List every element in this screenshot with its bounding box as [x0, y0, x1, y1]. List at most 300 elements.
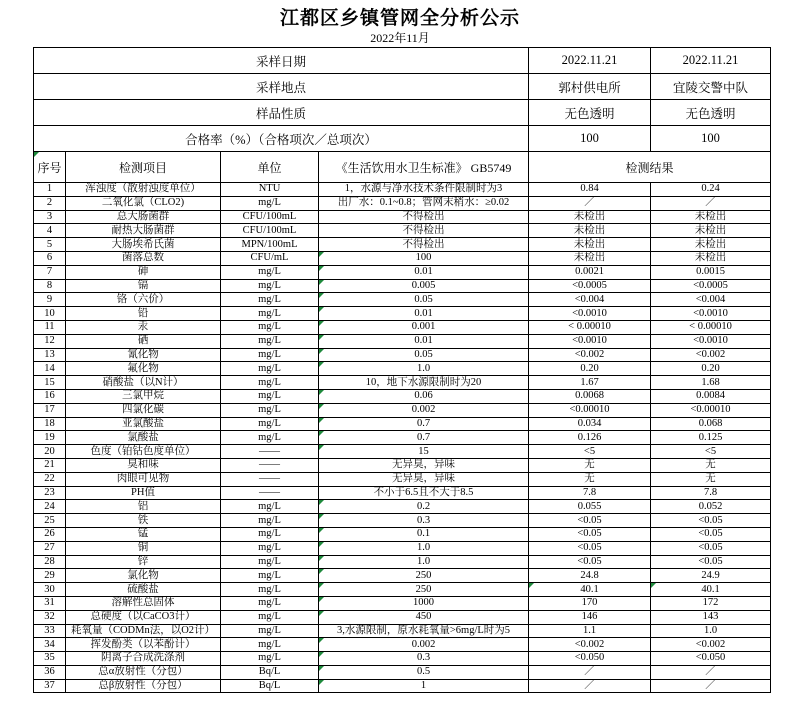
- cell-no: 3: [34, 210, 66, 224]
- meta-value-1: 无色透明: [529, 100, 651, 126]
- excel-flag-icon: [319, 556, 324, 561]
- cell-result-2: 无: [651, 472, 771, 486]
- cell-no: 15: [34, 376, 66, 390]
- excel-flag-icon: [529, 583, 534, 588]
- cell-item: 锰: [66, 527, 221, 541]
- cell-unit: mg/L: [221, 569, 319, 583]
- cell-no: 21: [34, 458, 66, 472]
- cell-result-2: ／: [651, 679, 771, 693]
- meta-label: 样品性质: [34, 100, 529, 126]
- cell-no: 30: [34, 583, 66, 597]
- cell-unit: mg/L: [221, 307, 319, 321]
- cell-standard: 1.0: [319, 555, 529, 569]
- cell-result-2: 无: [651, 458, 771, 472]
- cell-item: 砷: [66, 265, 221, 279]
- excel-flag-icon: [319, 514, 324, 519]
- cell-standard: 0.05: [319, 348, 529, 362]
- cell-no: 26: [34, 527, 66, 541]
- cell-result-1: <0.00010: [529, 403, 651, 417]
- meta-value-1: 2022.11.21: [529, 48, 651, 74]
- cell-no: 4: [34, 224, 66, 238]
- cell-item: 三氯甲烷: [66, 389, 221, 403]
- cell-unit: NTU: [221, 183, 319, 197]
- cell-item: 肉眼可见物: [66, 472, 221, 486]
- table-row: [34, 431, 771, 445]
- cell-result-1: 7.8: [529, 486, 651, 500]
- cell-unit: mg/L: [221, 293, 319, 307]
- cell-result-1: 24.8: [529, 569, 651, 583]
- table-row: [34, 514, 771, 528]
- meta-label: 采样地点: [34, 74, 529, 100]
- cell-unit: mg/L: [221, 389, 319, 403]
- cell-unit: mg/L: [221, 555, 319, 569]
- page-subtitle: 2022年11月: [370, 31, 430, 45]
- cell-standard: 出厂水：0.1~0.8；管网末稍水：≥0.02: [319, 196, 529, 210]
- page-title: 江都区乡镇管网全分析公示: [279, 8, 520, 29]
- cell-standard: 1000: [319, 596, 529, 610]
- cell-result-1: 0.20: [529, 362, 651, 376]
- cell-result-1: 未检出: [529, 210, 651, 224]
- table-row: [34, 527, 771, 541]
- cell-unit: mg/L: [221, 527, 319, 541]
- cell-unit: mg/L: [221, 431, 319, 445]
- cell-result-1: <0.004: [529, 293, 651, 307]
- cell-no: 14: [34, 362, 66, 376]
- cell-result-1: 1.1: [529, 624, 651, 638]
- cell-unit: mg/L: [221, 541, 319, 555]
- cell-no: 2: [34, 196, 66, 210]
- cell-no: 7: [34, 265, 66, 279]
- cell-standard: 无异臭，异味: [319, 458, 529, 472]
- meta-value-2: 宜陵交警中队: [651, 74, 771, 100]
- cell-standard: 0.1: [319, 527, 529, 541]
- cell-unit: mg/L: [221, 514, 319, 528]
- cell-no: 32: [34, 610, 66, 624]
- cell-item: 耐热大肠菌群: [66, 224, 221, 238]
- excel-flag-icon: [319, 431, 324, 436]
- cell-unit: mg/L: [221, 610, 319, 624]
- table-row: [34, 417, 771, 431]
- table-row: [34, 458, 771, 472]
- cell-result-1: <0.0010: [529, 334, 651, 348]
- cell-result-2: ／: [651, 665, 771, 679]
- meta-row-pass-rate: [34, 126, 771, 152]
- table-row: [34, 251, 771, 265]
- cell-standard: 0.01: [319, 307, 529, 321]
- excel-flag-icon: [319, 500, 324, 505]
- meta-row-sampling-date: [34, 48, 771, 74]
- cell-standard: 不得检出: [319, 238, 529, 252]
- cell-item: 铅: [66, 307, 221, 321]
- meta-value-2: 100: [651, 126, 771, 152]
- cell-no: 28: [34, 555, 66, 569]
- cell-item: 总β放射性（分包）: [66, 679, 221, 693]
- excel-flag-icon: [319, 252, 324, 257]
- cell-standard: 0.01: [319, 265, 529, 279]
- cell-result-1: <0.002: [529, 638, 651, 652]
- cell-no: 24: [34, 500, 66, 514]
- table-row: [34, 500, 771, 514]
- meta-value-1: 郭村供电所: [529, 74, 651, 100]
- table-row: [34, 652, 771, 666]
- table-row: [34, 362, 771, 376]
- cell-item: PH值: [66, 486, 221, 500]
- cell-item: 氯酸盐: [66, 431, 221, 445]
- cell-no: 16: [34, 389, 66, 403]
- table-row: [34, 679, 771, 693]
- cell-unit: mg/L: [221, 334, 319, 348]
- cell-unit: mg/L: [221, 596, 319, 610]
- excel-flag-icon: [319, 404, 324, 409]
- cell-result-2: 未检出: [651, 238, 771, 252]
- cell-item: 四氯化碳: [66, 403, 221, 417]
- cell-no: 36: [34, 665, 66, 679]
- cell-result-1: <0.05: [529, 527, 651, 541]
- cell-item: 耗氧量（CODMn法，以O2计）: [66, 624, 221, 638]
- cell-item: 菌落总数: [66, 251, 221, 265]
- excel-flag-icon: [319, 349, 324, 354]
- cell-standard: 0.3: [319, 514, 529, 528]
- cell-item: 氟化物: [66, 362, 221, 376]
- cell-result-2: <0.05: [651, 541, 771, 555]
- cell-standard: 1.0: [319, 362, 529, 376]
- cell-no: 5: [34, 238, 66, 252]
- excel-flag-icon: [319, 266, 324, 271]
- cell-result-1: <0.050: [529, 652, 651, 666]
- table-row: [34, 376, 771, 390]
- cell-no: 29: [34, 569, 66, 583]
- cell-item: 总硬度（以CaCO3计）: [66, 610, 221, 624]
- cell-result-1: 未检出: [529, 238, 651, 252]
- table-row: [34, 445, 771, 459]
- table-row: [34, 183, 771, 197]
- table-row: [34, 196, 771, 210]
- cell-result-1: < 0.00010: [529, 320, 651, 334]
- cell-standard: 1.0: [319, 541, 529, 555]
- cell-no: 37: [34, 679, 66, 693]
- cell-result-1: 40.1: [529, 583, 651, 597]
- cell-item: 浑浊度（散射浊度单位）: [66, 183, 221, 197]
- cell-item: 溶解性总固体: [66, 596, 221, 610]
- cell-item: 阴离子合成洗涤剂: [66, 652, 221, 666]
- report-table: [33, 47, 771, 693]
- cell-standard: 100: [319, 251, 529, 265]
- excel-flag-icon: [319, 362, 324, 367]
- cell-result-2: 143: [651, 610, 771, 624]
- table-row: [34, 555, 771, 569]
- cell-standard: 0.001: [319, 320, 529, 334]
- cell-unit: mg/L: [221, 417, 319, 431]
- cell-result-1: 170: [529, 596, 651, 610]
- cell-unit: mg/L: [221, 362, 319, 376]
- col-header-no: 序号: [34, 152, 66, 183]
- excel-flag-icon: [319, 666, 324, 671]
- cell-item: 臭和味: [66, 458, 221, 472]
- cell-standard: 250: [319, 583, 529, 597]
- cell-unit: Bq/L: [221, 679, 319, 693]
- cell-result-2: <0.0010: [651, 334, 771, 348]
- meta-row-sampling-location: [34, 74, 771, 100]
- meta-label: 合格率（%）（合格项次／总项次）: [34, 126, 529, 152]
- cell-result-1: 0.055: [529, 500, 651, 514]
- cell-result-2: <0.050: [651, 652, 771, 666]
- cell-result-2: <0.05: [651, 555, 771, 569]
- cell-result-2: 24.9: [651, 569, 771, 583]
- cell-result-2: 172: [651, 596, 771, 610]
- cell-result-2: 0.068: [651, 417, 771, 431]
- cell-result-1: 无: [529, 458, 651, 472]
- cell-result-2: <5: [651, 445, 771, 459]
- cell-result-1: <0.0010: [529, 307, 651, 321]
- table-row: [34, 665, 771, 679]
- excel-flag-icon: [319, 390, 324, 395]
- cell-result-1: <0.05: [529, 514, 651, 528]
- cell-unit: CFU/100mL: [221, 210, 319, 224]
- cell-result-2: <0.0010: [651, 307, 771, 321]
- table-row: [34, 403, 771, 417]
- excel-flag-icon: [319, 321, 324, 326]
- cell-standard: 450: [319, 610, 529, 624]
- cell-result-2: <0.05: [651, 527, 771, 541]
- cell-item: 硝酸盐（以N计）: [66, 376, 221, 390]
- col-header-unit: 单位: [221, 152, 319, 183]
- cell-item: 总α放射性（分包）: [66, 665, 221, 679]
- cell-standard: 不小于6.5且不大于8.5: [319, 486, 529, 500]
- cell-standard: 1: [319, 679, 529, 693]
- cell-standard: 不得检出: [319, 224, 529, 238]
- cell-result-2: <0.00010: [651, 403, 771, 417]
- cell-unit: CFU/mL: [221, 251, 319, 265]
- excel-flag-icon: [319, 293, 324, 298]
- excel-flag-icon: [319, 335, 324, 340]
- cell-unit: Bq/L: [221, 665, 319, 679]
- cell-result-1: 146: [529, 610, 651, 624]
- table-row: [34, 610, 771, 624]
- cell-item: 亚氯酸盐: [66, 417, 221, 431]
- cell-unit: mg/L: [221, 652, 319, 666]
- cell-result-2: 0.0084: [651, 389, 771, 403]
- cell-item: 铁: [66, 514, 221, 528]
- cell-item: 锌: [66, 555, 221, 569]
- table-row: [34, 307, 771, 321]
- cell-result-1: <0.0005: [529, 279, 651, 293]
- cell-no: 18: [34, 417, 66, 431]
- cell-standard: 0.3: [319, 652, 529, 666]
- cell-no: 6: [34, 251, 66, 265]
- cell-result-1: ／: [529, 679, 651, 693]
- cell-result-1: <0.05: [529, 555, 651, 569]
- cell-standard: 3,水源限制，原水耗氧量>6mg/L时为5: [319, 624, 529, 638]
- excel-flag-icon: [319, 652, 324, 657]
- cell-result-2: 未检出: [651, 210, 771, 224]
- excel-flag-icon: [319, 307, 324, 312]
- table-row: [34, 569, 771, 583]
- table-row: [34, 541, 771, 555]
- col-header-item: 检测项目: [66, 152, 221, 183]
- cell-standard: 15: [319, 445, 529, 459]
- cell-no: 27: [34, 541, 66, 555]
- cell-standard: 0.002: [319, 403, 529, 417]
- cell-item: 大肠埃希氏菌: [66, 238, 221, 252]
- excel-flag-icon: [651, 583, 656, 588]
- cell-standard: 250: [319, 569, 529, 583]
- cell-result-2: 40.1: [651, 583, 771, 597]
- cell-result-1: 未检出: [529, 224, 651, 238]
- cell-standard: 0.7: [319, 417, 529, 431]
- cell-item: 硒: [66, 334, 221, 348]
- excel-flag-icon: [319, 611, 324, 616]
- excel-flag-icon: [319, 542, 324, 547]
- excel-flag-icon: [319, 583, 324, 588]
- table-row: [34, 389, 771, 403]
- cell-result-2: 1.68: [651, 376, 771, 390]
- excel-flag-icon: [319, 597, 324, 602]
- cell-item: 汞: [66, 320, 221, 334]
- column-header-row: [34, 152, 771, 183]
- table-body: [34, 183, 771, 693]
- cell-result-1: 未检出: [529, 251, 651, 265]
- cell-standard: 0.5: [319, 665, 529, 679]
- table-row: [34, 320, 771, 334]
- excel-flag-icon: [319, 680, 324, 685]
- cell-no: 8: [34, 279, 66, 293]
- meta-value-1: 100: [529, 126, 651, 152]
- cell-no: 17: [34, 403, 66, 417]
- cell-no: 9: [34, 293, 66, 307]
- cell-standard: 0.05: [319, 293, 529, 307]
- cell-unit: mg/L: [221, 279, 319, 293]
- cell-result-2: 0.20: [651, 362, 771, 376]
- cell-standard: 10，地下水源限制时为20: [319, 376, 529, 390]
- cell-unit: mg/L: [221, 320, 319, 334]
- meta-value-2: 无色透明: [651, 100, 771, 126]
- excel-flag-icon: [319, 418, 324, 423]
- cell-result-2: 0.24: [651, 183, 771, 197]
- cell-result-2: 0.052: [651, 500, 771, 514]
- excel-flag-icon: [319, 638, 324, 643]
- cell-no: 11: [34, 320, 66, 334]
- table-row: [34, 472, 771, 486]
- cell-no: 31: [34, 596, 66, 610]
- cell-unit: mg/L: [221, 348, 319, 362]
- cell-no: 34: [34, 638, 66, 652]
- table-row: [34, 624, 771, 638]
- excel-flag-icon: [319, 280, 324, 285]
- cell-result-1: 0.84: [529, 183, 651, 197]
- table-row: [34, 210, 771, 224]
- table-row: [34, 293, 771, 307]
- cell-no: 35: [34, 652, 66, 666]
- cell-result-1: <0.002: [529, 348, 651, 362]
- cell-standard: 0.01: [319, 334, 529, 348]
- cell-result-2: <0.004: [651, 293, 771, 307]
- cell-unit: mg/L: [221, 624, 319, 638]
- cell-result-2: <0.0005: [651, 279, 771, 293]
- cell-item: 铝: [66, 500, 221, 514]
- cell-result-2: 未检出: [651, 251, 771, 265]
- cell-unit: mg/L: [221, 376, 319, 390]
- cell-result-2: <0.05: [651, 514, 771, 528]
- cell-result-1: 1.67: [529, 376, 651, 390]
- cell-item: 氰化物: [66, 348, 221, 362]
- cell-no: 23: [34, 486, 66, 500]
- cell-no: 13: [34, 348, 66, 362]
- meta-value-2: 2022.11.21: [651, 48, 771, 74]
- cell-standard: 无异臭，异味: [319, 472, 529, 486]
- cell-no: 19: [34, 431, 66, 445]
- cell-result-1: <0.05: [529, 541, 651, 555]
- table-row: [34, 583, 771, 597]
- meta-label: 采样日期: [34, 48, 529, 74]
- cell-result-2: <0.002: [651, 638, 771, 652]
- excel-flag-icon: [34, 152, 39, 157]
- table-row: [34, 638, 771, 652]
- col-header-standard: 《生活饮用水卫生标准》 GB5749: [319, 152, 529, 183]
- cell-item: 镉: [66, 279, 221, 293]
- cell-unit: ——: [221, 458, 319, 472]
- excel-flag-icon: [319, 528, 324, 533]
- cell-unit: mg/L: [221, 265, 319, 279]
- cell-result-1: 0.034: [529, 417, 651, 431]
- cell-result-1: ／: [529, 196, 651, 210]
- cell-no: 33: [34, 624, 66, 638]
- cell-result-1: 0.0021: [529, 265, 651, 279]
- cell-item: 铬（六价）: [66, 293, 221, 307]
- cell-standard: 0.06: [319, 389, 529, 403]
- cell-standard: 0.005: [319, 279, 529, 293]
- cell-no: 25: [34, 514, 66, 528]
- cell-result-2: < 0.00010: [651, 320, 771, 334]
- cell-unit: CFU/100mL: [221, 224, 319, 238]
- cell-unit: MPN/100mL: [221, 238, 319, 252]
- table-row: [34, 596, 771, 610]
- cell-item: 铜: [66, 541, 221, 555]
- cell-unit: mg/L: [221, 500, 319, 514]
- table-row: [34, 348, 771, 362]
- meta-row-sample-nature: [34, 100, 771, 126]
- cell-item: 二氧化氯（CLO2): [66, 196, 221, 210]
- cell-result-2: 0.0015: [651, 265, 771, 279]
- cell-result-2: 未检出: [651, 224, 771, 238]
- cell-result-1: 0.0068: [529, 389, 651, 403]
- table-row: [34, 279, 771, 293]
- table-row: [34, 224, 771, 238]
- cell-standard: 0.7: [319, 431, 529, 445]
- cell-no: 12: [34, 334, 66, 348]
- cell-result-2: 0.125: [651, 431, 771, 445]
- cell-item: 色度（铂钴色度单位）: [66, 445, 221, 459]
- cell-item: 总大肠菌群: [66, 210, 221, 224]
- cell-unit: mg/L: [221, 583, 319, 597]
- table-row: [34, 334, 771, 348]
- cell-result-1: <5: [529, 445, 651, 459]
- cell-unit: ——: [221, 445, 319, 459]
- cell-standard: 不得检出: [319, 210, 529, 224]
- cell-unit: mg/L: [221, 638, 319, 652]
- cell-no: 20: [34, 445, 66, 459]
- cell-no: 10: [34, 307, 66, 321]
- cell-no: 22: [34, 472, 66, 486]
- cell-result-1: 0.126: [529, 431, 651, 445]
- table-row: [34, 238, 771, 252]
- cell-standard: 1，水源与净水技术条件限制时为3: [319, 183, 529, 197]
- cell-result-2: <0.002: [651, 348, 771, 362]
- cell-item: 硫酸盐: [66, 583, 221, 597]
- excel-flag-icon: [319, 569, 324, 574]
- cell-item: 氯化物: [66, 569, 221, 583]
- excel-flag-icon: [319, 445, 324, 450]
- cell-unit: mg/L: [221, 403, 319, 417]
